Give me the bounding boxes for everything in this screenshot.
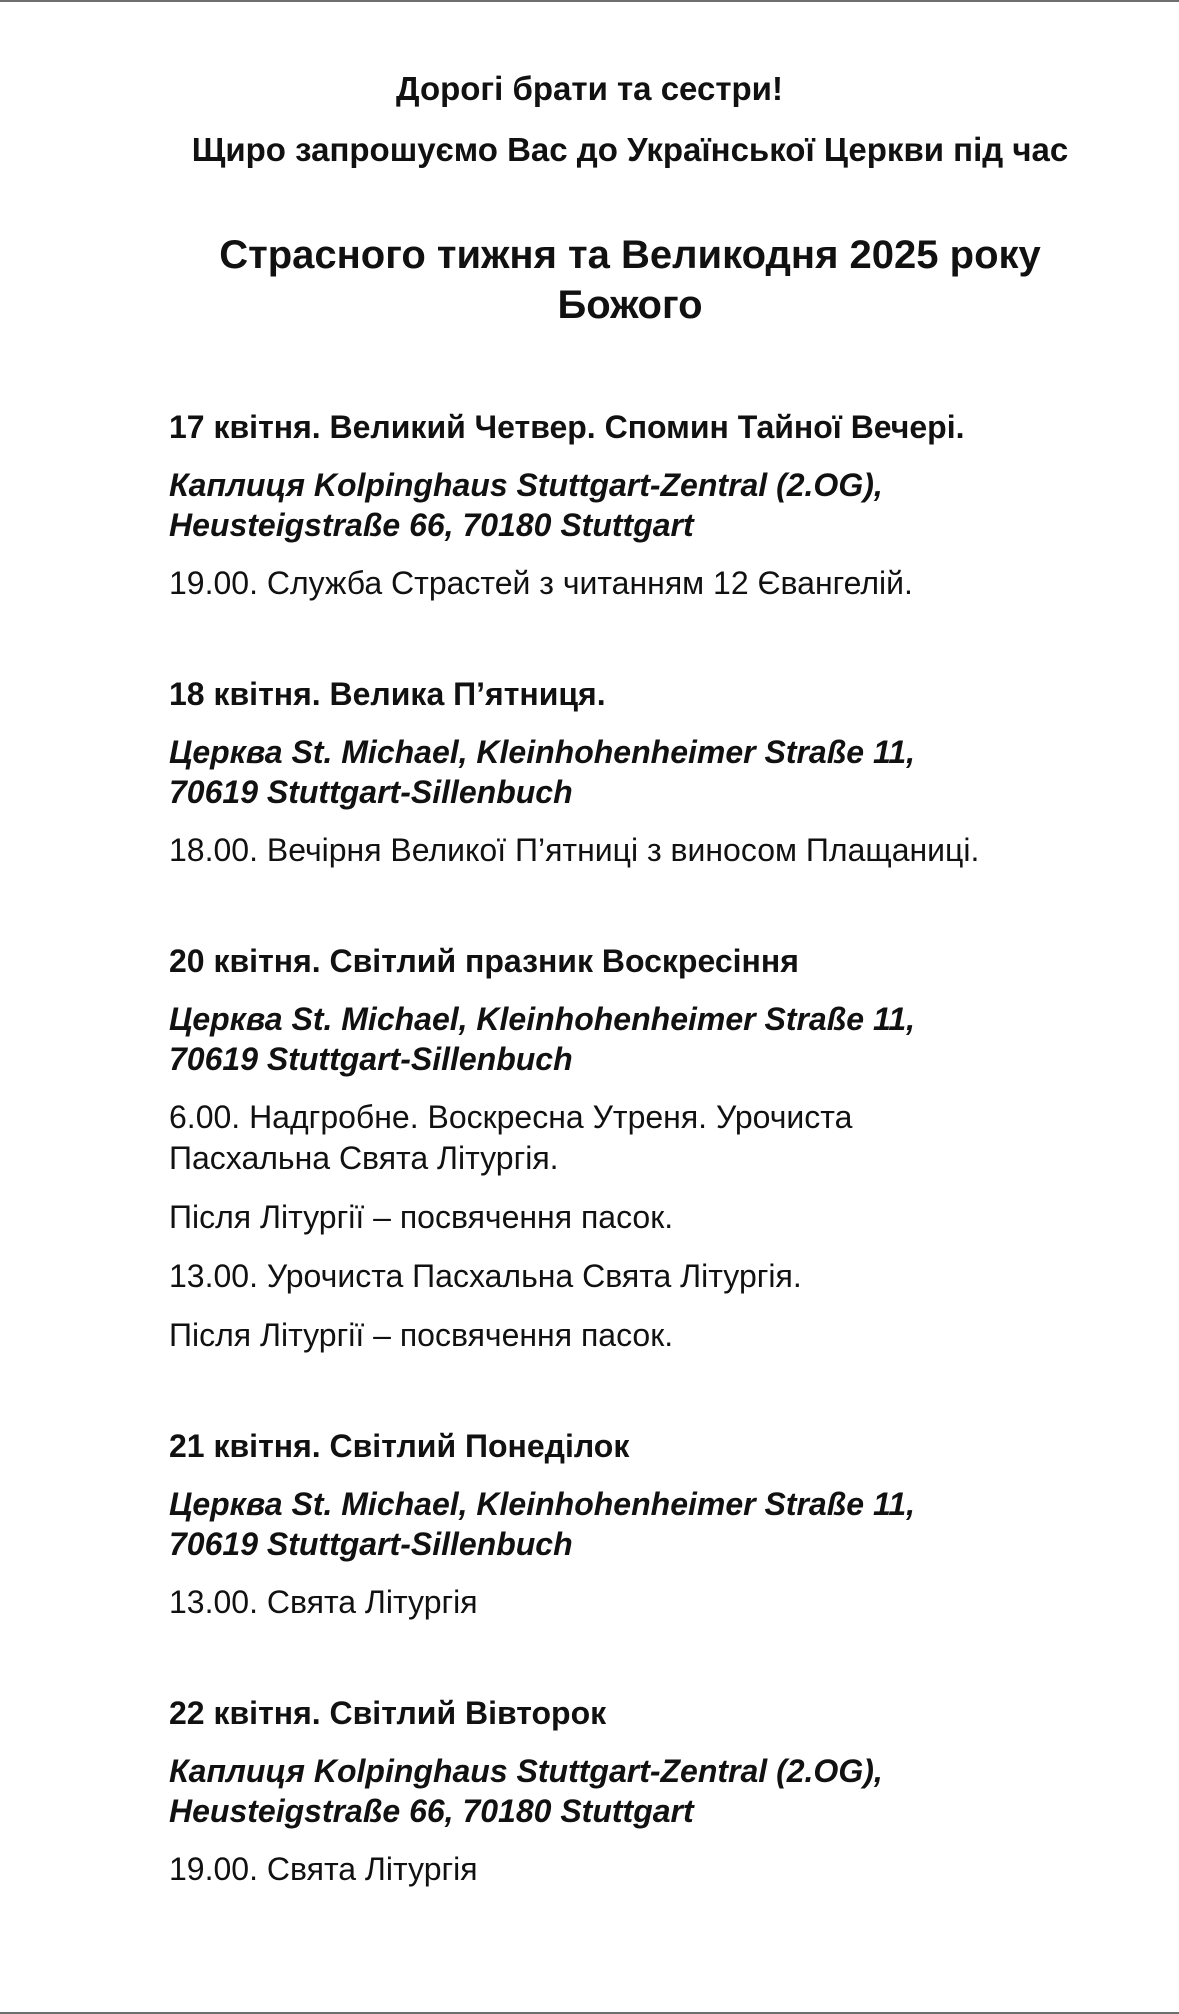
service-line: 19.00. Свята Літургія [169, 1851, 478, 1887]
event-title: 21 квітня. Світлий Понеділок [169, 1428, 630, 1464]
event-apr-21 [169, 1426, 1119, 1623]
service-line: 13.00. Свята Літургія [169, 1584, 478, 1620]
event-apr-18 [169, 674, 1119, 871]
event-title: 22 квітня. Світлий Вівторок [169, 1695, 607, 1731]
service-line: Після Літургії – посвячення пасок. [169, 1317, 674, 1353]
service-line: 18.00. Вечірня Великої П’ятниці з виносом Плащаниці. [169, 832, 980, 868]
greeting: Дорогі брати та сестри! [396, 70, 783, 107]
service-line: 6.00. Надгробне. Воскресна Утреня. Урочиста Пасхальна Свята Літургія. [169, 1099, 853, 1176]
event-title: 17 квітня. Великий Четвер. Спомин Тайної Вечері. [169, 409, 965, 445]
event-location: Каплиця Kolpinghaus Stuttgart-Zentral (2.OG), Heusteigstraße 66, 70180 Stuttgart [169, 1753, 883, 1829]
event-apr-20 [169, 941, 1119, 1356]
service-line: 19.00. Служба Страстей з читанням 12 Євангелій. [169, 565, 913, 601]
event-title: 20 квітня. Світлий празник Воскресіння [169, 943, 799, 979]
headline: Страсного тижня та Великодня 2025 року Божого [219, 233, 1041, 327]
event-apr-22 [169, 1693, 1119, 1890]
event-location: Церква St. Michael, Kleinhohenheimer Straße 11, 70619 Stuttgart-Sillenbuch [169, 734, 916, 810]
event-location: Каплиця Kolpinghaus Stuttgart-Zentral (2.OG), Heusteigstraße 66, 70180 Stuttgart [169, 467, 883, 543]
event-location: Церква St. Michael, Kleinhohenheimer Straße 11, 70619 Stuttgart-Sillenbuch [169, 1486, 916, 1562]
event-apr-17 [169, 407, 1119, 604]
service-line: Після Літургії – посвячення пасок. [169, 1199, 674, 1235]
event-title: 18 квітня. Велика П’ятниця. [169, 676, 606, 712]
invitation-text: Щиро запрошуємо Вас до Української Церкви під час [191, 131, 1069, 168]
service-line: 13.00. Урочиста Пасхальна Свята Літургія. [169, 1258, 802, 1294]
event-location: Церква St. Michael, Kleinhohenheimer Straße 11, 70619 Stuttgart-Sillenbuch [169, 1001, 916, 1077]
schedule [169, 407, 1119, 1890]
